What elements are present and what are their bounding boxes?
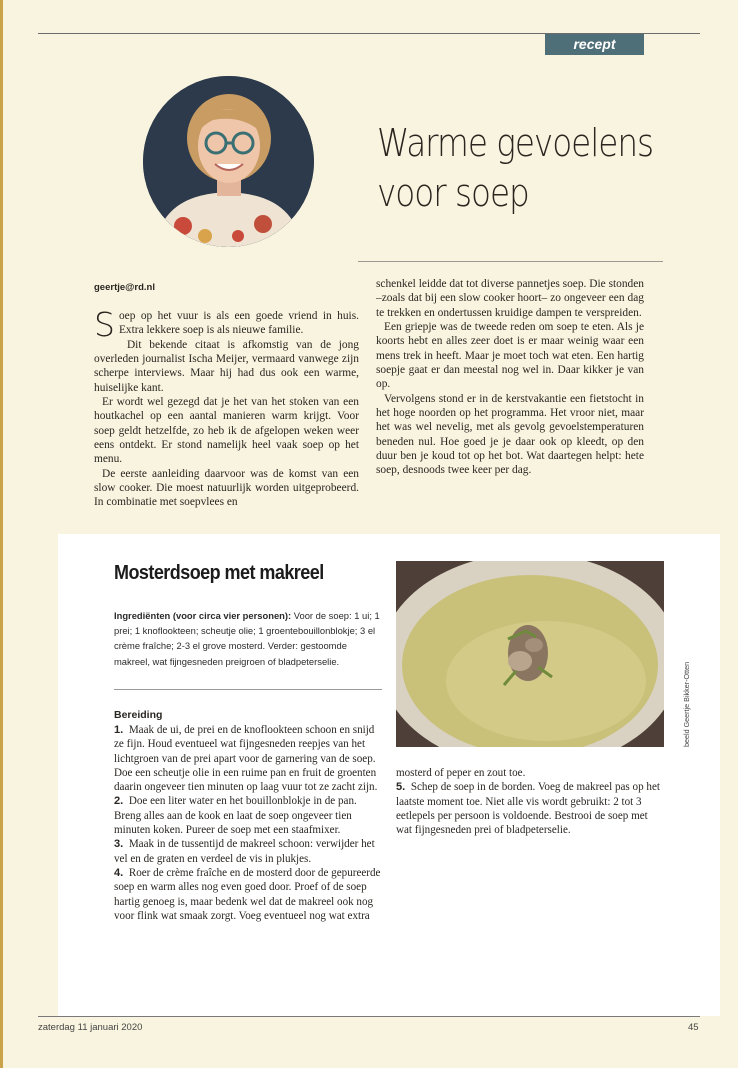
- ingredients: [114, 608, 382, 669]
- paragraph: Soep op het vuur is als een goede vriend in huis. Extra lekkere soep is als nieuwe familie.: [94, 305, 359, 344]
- drop-cap: S: [94, 305, 115, 344]
- ingredients-text: Voor de soep: 1 ui; 1 prei; 1 knoflookteen; scheutje olie; 1 groentebouillonblokje; 3 el crème fraîche; 2-3 el grove mosterd. Verder: gestoomde makreel, wat fijngesneden preigroen of bladpeterselie.: [114, 610, 380, 667]
- page-number: 45: [688, 1022, 699, 1033]
- recipe-rule: [114, 689, 382, 690]
- paragraph: Vervolgens stond er in de kerstvakantie een fietstocht in het hoge noorden op het programma. Het vroor niet, maar het was wel nevelig, met als gevolg gevoelstemperaturen beneden nul. Hoe goed je je daar ook op kleedt, op den duur ben je koud tot op het bot. Wat daartegen helpt: hete soep, desnoods twee keer per dag.: [376, 392, 644, 477]
- section-tag: recept: [545, 34, 644, 55]
- step-5: 5. Schep de soep in de borden. Voeg de makreel pas op het laatste moment toe. Niet alle vis wordt gebruikt: 2 tot 3 eetlepels per persoon is voldoende. Bestrooi de soep met wat fijngesneden prei of bladpeterselie.: [396, 781, 660, 837]
- ingredients-label: Ingrediënten (voor circa vier personen):: [114, 610, 292, 621]
- paragraph: Dit bekende citaat is afkomstig van de jong overleden journalist Ischa Meijer, vermaard vanwege zijn scherpe interviews. Maar hij had dus ook een warme, huiselijke kant.: [94, 338, 359, 394]
- page-spine: [0, 0, 3, 1068]
- paragraph: Een griepje was de tweede reden om soep te eten. Als je koorts hebt en alles zeer doet is er maar weinig waar een mens trek in heeft. Maar je moet toch wat eten. Een hartig soepje gaat er dan meestal nog wel in. Daar kikker je van op.: [376, 321, 644, 391]
- step-2: 2. Doe een liter water en het bouillonblokje in de pan. Breng alles aan de kook en laat de soep ongeveer tien minuten koken. Pureer de soep met een staafmixer.: [114, 795, 357, 837]
- footer-rule: [38, 1016, 700, 1017]
- author-email: geertje@rd.nl: [94, 282, 155, 293]
- headline-rule: [358, 261, 663, 262]
- method-column-2: [396, 766, 664, 837]
- recipe-title: Mosterdsoep met makreel: [114, 562, 324, 584]
- paragraph: De eerste aanleiding daarvoor was de komst van een slow cooker. Die moest natuurlijk worden uitgeprobeerd. In combinatie met soepvlees en: [94, 467, 359, 509]
- step-4: 4. Roer de crème fraîche en de mosterd door de gepureerde soep en warm alles nog even goed door. Proef of de soep hartig genoeg is, maar bedenk wel dat de makreel ook nog voor flink wat smaak zorgt. Voeg eventueel nog wat extra: [114, 866, 381, 922]
- article-column-2: [376, 277, 644, 478]
- article-column-1: [94, 305, 359, 510]
- article-headline: [377, 118, 661, 218]
- photo-credit: beeld Geertje Bikker-Otten: [682, 661, 691, 747]
- step-3: 3. Maak in de tussentijd de makreel schoon: verwijder het vel en de graten en verdeel de vis in plukjes.: [114, 838, 375, 865]
- step-4-continued: mosterd of peper en zout toe.: [396, 767, 526, 779]
- paragraph: schenkel leidde dat tot diverse pannetjes soep. Die stonden –zoals dat bij een slow cooker hoort– zo ongeveer een dag te trekken en ondertussen kruidige dampen te verspreiden.: [376, 278, 644, 319]
- footer-date: zaterdag 11 januari 2020: [38, 1022, 143, 1033]
- headline-line-1: Warme gevoelens: [377, 121, 654, 165]
- headline-line-2: voor soep: [377, 171, 529, 215]
- method-column-1: [114, 723, 382, 923]
- author-portrait: [143, 76, 314, 247]
- method-heading: Bereiding: [114, 709, 163, 721]
- paragraph: Er wordt wel gezegd dat je het van het stoken van een houtkachel op een aantal manieren warm krijgt. Voor soep geldt hetzelfde, zo heb ik de afgelopen weken weer eens ontdekt. Er stond namelijk heel vaak soep op het menu.: [94, 396, 359, 466]
- soup-photo: [396, 561, 664, 747]
- step-1: 1. Maak de ui, de prei en de knoflookteen schoon en snijd ze fijn. Houd eventueel wat fijngesneden reepjes van het lichtgroen van de prei apart voor de garnering van de soep. Doe een scheutje olie in een ruime pan en fruit de groenten daarin ongeveer tien minuten op laag vuur tot ze zacht zijn.: [114, 724, 378, 794]
